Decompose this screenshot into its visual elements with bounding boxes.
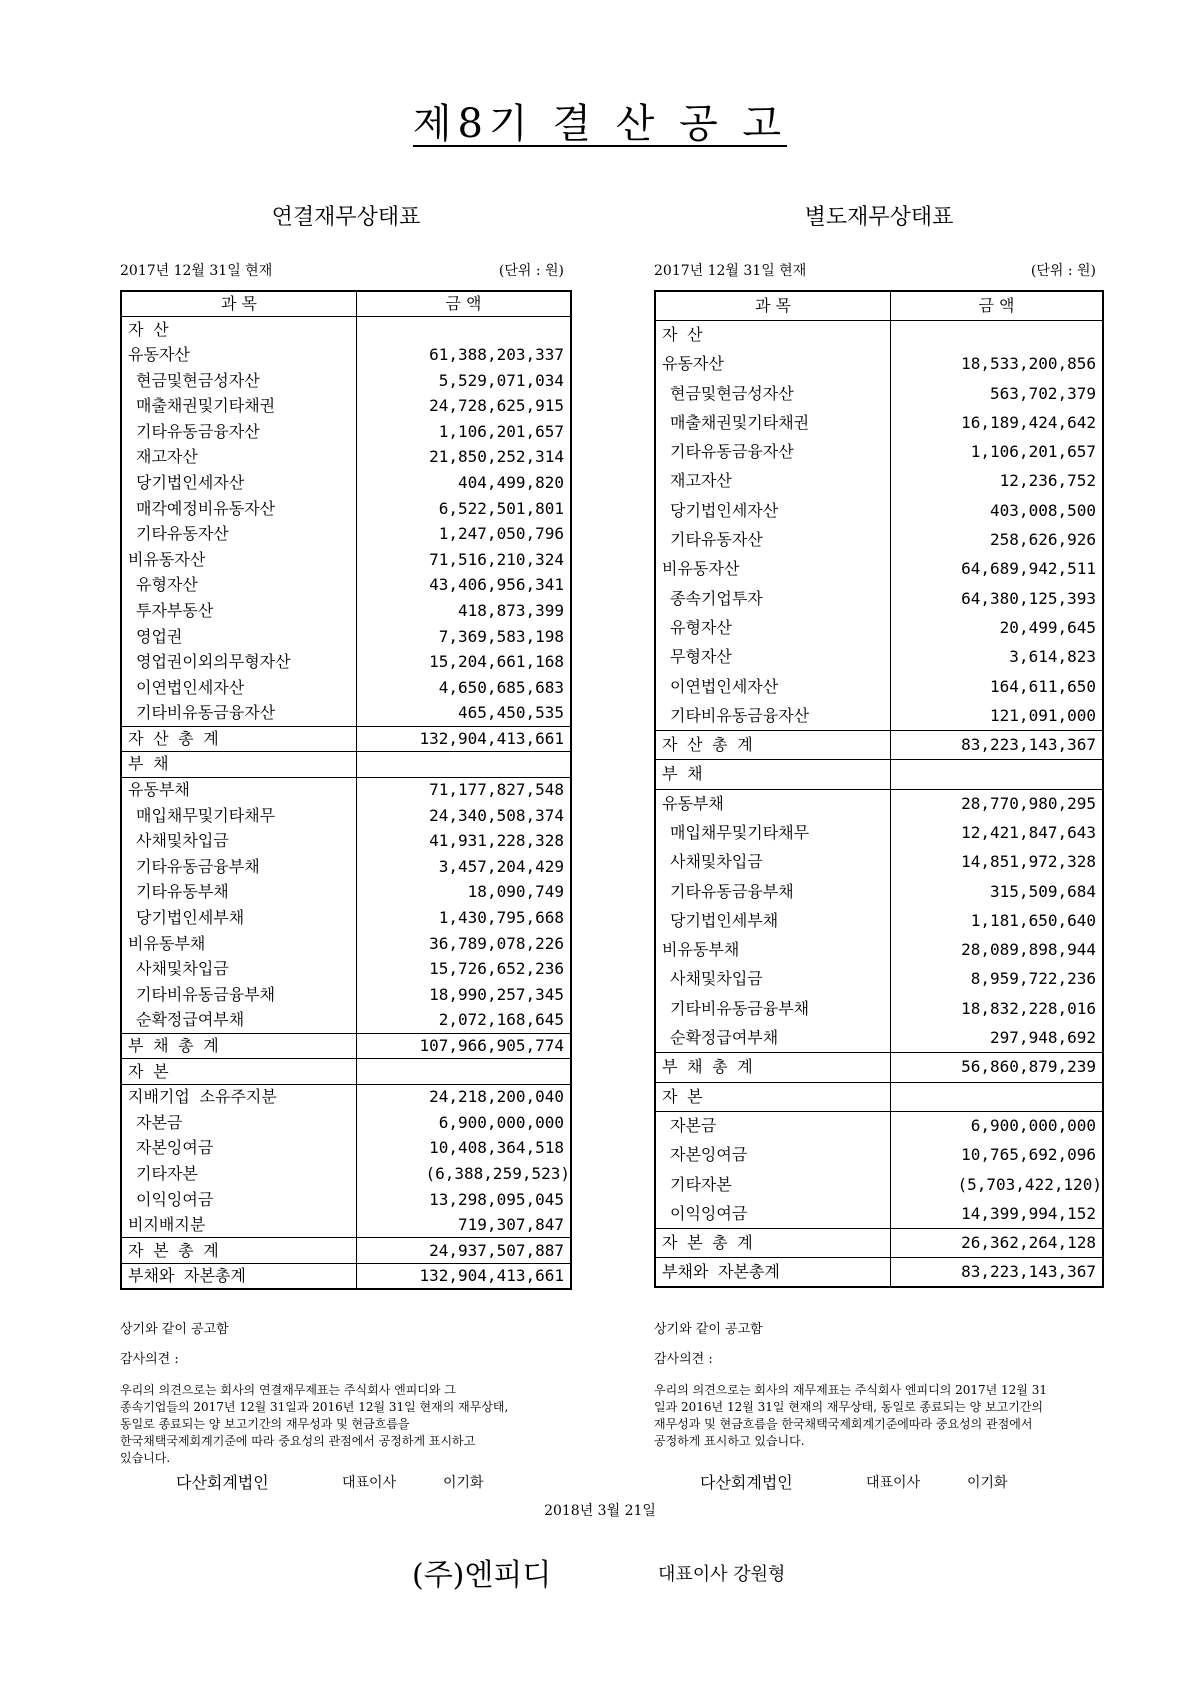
table-row — [121, 675, 571, 701]
separate-audit-label: 감사의견 : — [654, 1352, 713, 1367]
row-label: 당기법인세자산 — [121, 470, 357, 496]
row-amount — [891, 1082, 1104, 1111]
row-label: 기타자본 — [655, 1170, 891, 1199]
opinion-line: 있습니다. — [120, 1451, 171, 1465]
table-row — [655, 760, 1103, 789]
table-row — [121, 777, 571, 803]
row-label: 사채및차입금 — [655, 965, 891, 994]
table-row — [121, 393, 571, 419]
row-label: 사채및차입금 — [655, 848, 891, 877]
row-label: 순확정급여부채 — [121, 1008, 357, 1034]
row-label: 자 본 총 계 — [121, 1238, 357, 1264]
row-amount: 132,904,413,661 — [357, 1264, 572, 1290]
table-row — [121, 547, 571, 573]
row-label: 유형자산 — [121, 573, 357, 599]
table-row — [121, 342, 571, 368]
table-row — [121, 368, 571, 394]
table-row — [655, 525, 1103, 554]
row-label: 기타비유동금융자산 — [655, 701, 891, 730]
table-row — [121, 752, 571, 778]
row-label: 비유동부채 — [121, 931, 357, 957]
table-row — [121, 598, 571, 624]
row-label: 기타자본 — [121, 1161, 357, 1187]
row-amount: 64,689,942,511 — [891, 555, 1104, 584]
row-amount: 41,931,228,328 — [357, 828, 572, 854]
table-row — [121, 956, 571, 982]
row-amount: 3,614,823 — [891, 643, 1104, 672]
row-amount: 8,959,722,236 — [891, 965, 1104, 994]
row-amount — [891, 320, 1104, 349]
row-label: 기타유동금융부채 — [121, 854, 357, 880]
table-row — [121, 701, 571, 727]
row-amount: 20,499,645 — [891, 613, 1104, 642]
opinion-line: 우리의 의견으로는 회사의 연결재무제표는 주식회사 엔피디와 그 — [120, 1383, 456, 1397]
row-label: 부채와 자본총계 — [655, 1258, 891, 1287]
separate-table — [654, 290, 1104, 1288]
row-label: 이익잉여금 — [121, 1187, 357, 1213]
row-label: 자본잉여금 — [121, 1136, 357, 1162]
row-label: 부 채 — [655, 760, 891, 789]
table-row — [655, 965, 1103, 994]
table-row — [655, 1229, 1103, 1258]
table-row — [655, 672, 1103, 701]
table-row — [655, 877, 1103, 906]
row-amount: 4,650,685,683 — [357, 675, 572, 701]
company-name: (주)엔피디 — [412, 1558, 552, 1593]
row-label: 부 채 총 계 — [655, 1053, 891, 1082]
table-row — [121, 1059, 571, 1085]
row-amount: 6,522,501,801 — [357, 496, 572, 522]
row-amount: 1,430,795,668 — [357, 905, 572, 931]
col-header-item: 과 목 — [655, 291, 891, 320]
table-row — [655, 584, 1103, 613]
row-label: 매입채무및기타채무 — [121, 803, 357, 829]
table-row — [121, 854, 571, 880]
consolidated-unit: (단위 : 원) — [498, 263, 564, 279]
row-amount: 18,090,749 — [357, 880, 572, 906]
separate-heading: 별도재무상태표 — [804, 205, 954, 230]
row-amount: 18,990,257,345 — [357, 982, 572, 1008]
table-row — [121, 496, 571, 522]
row-label: 자 본 — [121, 1059, 357, 1085]
row-label: 지배기업 소유주지분 — [121, 1084, 357, 1110]
table-row — [121, 1136, 571, 1162]
page-title: 제8기 결 산 공 고 — [412, 101, 788, 147]
table-row — [121, 726, 571, 752]
row-label: 부채와 자본총계 — [121, 1264, 357, 1290]
row-label: 이연법인세자산 — [655, 672, 891, 701]
row-amount: (6,388,259,523) — [357, 1161, 572, 1187]
row-label: 기타비유동금융부채 — [655, 994, 891, 1023]
table-row — [121, 982, 571, 1008]
row-label: 유동자산 — [121, 342, 357, 368]
consolidated-date: 2017년 12월 31일 현재 — [120, 263, 273, 279]
row-amount: 5,529,071,034 — [357, 368, 572, 394]
row-amount: 24,728,625,915 — [357, 393, 572, 419]
row-label: 비지배지분 — [121, 1212, 357, 1238]
row-amount: 36,789,078,226 — [357, 931, 572, 957]
table-row — [655, 467, 1103, 496]
row-amount: 14,399,994,152 — [891, 1199, 1104, 1228]
row-amount: 13,298,095,045 — [357, 1187, 572, 1213]
table-row — [121, 1212, 571, 1238]
row-label: 자 본 총 계 — [655, 1229, 891, 1258]
table-row — [655, 613, 1103, 642]
table-row — [655, 1258, 1103, 1287]
row-amount: 18,533,200,856 — [891, 350, 1104, 379]
row-amount: 3,457,204,429 — [357, 854, 572, 880]
table-row — [655, 555, 1103, 584]
row-amount: 1,106,201,657 — [357, 419, 572, 445]
row-label: 기타유동자산 — [121, 521, 357, 547]
row-amount: 719,307,847 — [357, 1212, 572, 1238]
row-amount: (5,703,422,120) — [891, 1170, 1104, 1199]
row-amount: 56,860,879,239 — [891, 1053, 1104, 1082]
row-amount: 1,247,050,796 — [357, 521, 572, 547]
row-label: 자 산 총 계 — [121, 726, 357, 752]
table-row — [121, 573, 571, 599]
row-label: 기타유동자산 — [655, 525, 891, 554]
row-label: 무형자산 — [655, 643, 891, 672]
row-amount: 7,369,583,198 — [357, 624, 572, 650]
table-row — [655, 350, 1103, 379]
consolidated-table — [120, 290, 572, 1290]
opinion-line: 동일로 종료되는 양 보고기간의 재무성과 및 현금흐름을 — [120, 1417, 410, 1431]
row-amount: 28,770,980,295 — [891, 789, 1104, 818]
auditor-firm: 다산회계법인 — [700, 1473, 793, 1492]
row-label: 매입채무및기타채무 — [655, 818, 891, 847]
row-label: 자본금 — [121, 1110, 357, 1136]
table-row — [121, 521, 571, 547]
auditor-ceo-name: 이기화 — [443, 1475, 484, 1491]
col-header-amount: 금 액 — [357, 291, 572, 317]
row-amount — [357, 752, 572, 778]
row-label: 유동부채 — [655, 789, 891, 818]
table-row — [655, 437, 1103, 466]
row-amount: 563,702,379 — [891, 379, 1104, 408]
opinion-line: 재무성과 및 현금흐름을 한국채택국제회계기준에따라 중요성의 관점에서 — [654, 1417, 1033, 1431]
table-row — [655, 1053, 1103, 1082]
consolidated-note: 상기와 같이 공고함 — [120, 1322, 229, 1337]
table-row — [655, 789, 1103, 818]
row-label: 유동자산 — [655, 350, 891, 379]
row-amount: 1,181,650,640 — [891, 906, 1104, 935]
table-row — [121, 1008, 571, 1034]
table-row — [655, 906, 1103, 935]
row-amount: 26,362,264,128 — [891, 1229, 1104, 1258]
table-row — [121, 470, 571, 496]
row-label: 매출채권및기타채권 — [655, 408, 891, 437]
row-label: 종속기업투자 — [655, 584, 891, 613]
table-row — [121, 1110, 571, 1136]
table-row — [121, 445, 571, 471]
row-label: 부 채 총 계 — [121, 1033, 357, 1059]
row-amount: 64,380,125,393 — [891, 584, 1104, 613]
separate-note: 상기와 같이 공고함 — [654, 1322, 763, 1337]
row-label: 이연법인세자산 — [121, 675, 357, 701]
table-row — [121, 803, 571, 829]
table-row — [655, 818, 1103, 847]
table-row — [121, 649, 571, 675]
row-label: 기타유동금융부채 — [655, 877, 891, 906]
row-label: 현금및현금성자산 — [655, 379, 891, 408]
row-label: 비유동부채 — [655, 936, 891, 965]
row-label: 기타비유동금융부채 — [121, 982, 357, 1008]
row-amount: 18,832,228,016 — [891, 994, 1104, 1023]
table-row — [121, 1161, 571, 1187]
row-amount: 297,948,692 — [891, 1023, 1104, 1052]
table-row — [121, 880, 571, 906]
table-row — [655, 1082, 1103, 1111]
row-amount: 24,218,200,040 — [357, 1084, 572, 1110]
row-label: 영업권이외의무형자산 — [121, 649, 357, 675]
table-row — [655, 1199, 1103, 1228]
table-row — [655, 730, 1103, 759]
row-amount: 24,937,507,887 — [357, 1238, 572, 1264]
row-label: 투자부동산 — [121, 598, 357, 624]
row-amount: 15,204,661,168 — [357, 649, 572, 675]
row-label: 자본잉여금 — [655, 1141, 891, 1170]
row-label: 당기법인세자산 — [655, 496, 891, 525]
table-row — [121, 624, 571, 650]
table-row — [121, 931, 571, 957]
separate-opinion — [654, 1382, 1134, 1450]
table-row — [655, 408, 1103, 437]
row-label: 자 본 — [655, 1082, 891, 1111]
opinion-line: 공정하게 표시하고 있습니다. — [654, 1434, 805, 1448]
table-row — [121, 828, 571, 854]
row-label: 기타유동금융자산 — [655, 437, 891, 466]
row-label: 자 산 — [121, 317, 357, 343]
row-amount: 1,106,201,657 — [891, 437, 1104, 466]
row-amount: 61,388,203,337 — [357, 342, 572, 368]
table-row — [655, 1170, 1103, 1199]
table-row — [121, 317, 571, 343]
row-label: 사채및차입금 — [121, 956, 357, 982]
row-amount: 83,223,143,367 — [891, 1258, 1104, 1287]
row-label: 기타유동부채 — [121, 880, 357, 906]
company-ceo: 대표이사 강원형 — [658, 1564, 786, 1585]
row-amount: 21,850,252,314 — [357, 445, 572, 471]
row-amount: 71,516,210,324 — [357, 547, 572, 573]
row-label: 매출채권및기타채권 — [121, 393, 357, 419]
row-amount: 6,900,000,000 — [891, 1111, 1104, 1140]
row-amount: 10,408,364,518 — [357, 1136, 572, 1162]
row-amount: 24,340,508,374 — [357, 803, 572, 829]
auditor-ceo-label: 대표이사 — [342, 1475, 397, 1491]
table-row — [121, 1084, 571, 1110]
table-row — [121, 1264, 571, 1290]
table-row — [655, 701, 1103, 730]
row-label: 현금및현금성자산 — [121, 368, 357, 394]
row-amount: 10,765,692,096 — [891, 1141, 1104, 1170]
row-amount: 6,900,000,000 — [357, 1110, 572, 1136]
row-amount: 418,873,399 — [357, 598, 572, 624]
table-row — [655, 848, 1103, 877]
col-header-item: 과 목 — [121, 291, 357, 317]
row-amount: 16,189,424,642 — [891, 408, 1104, 437]
row-amount: 15,726,652,236 — [357, 956, 572, 982]
row-label: 비유동자산 — [121, 547, 357, 573]
row-amount: 315,509,684 — [891, 877, 1104, 906]
table-row — [655, 496, 1103, 525]
separate-unit: (단위 : 원) — [1030, 263, 1096, 279]
row-label: 부 채 — [121, 752, 357, 778]
row-label: 영업권 — [121, 624, 357, 650]
row-amount: 132,904,413,661 — [357, 726, 572, 752]
table-row — [121, 905, 571, 931]
table-row — [655, 643, 1103, 672]
row-label: 당기법인세부채 — [655, 906, 891, 935]
table-row — [121, 419, 571, 445]
announcement-date: 2018년 3월 21일 — [544, 1503, 656, 1519]
table-row — [655, 936, 1103, 965]
row-label: 재고자산 — [121, 445, 357, 471]
row-amount: 403,008,500 — [891, 496, 1104, 525]
table-row — [655, 1023, 1103, 1052]
row-amount: 28,089,898,944 — [891, 936, 1104, 965]
opinion-line: 종속기업들의 2017년 12월 31일과 2016년 12월 31일 현재의 재무상태, — [120, 1400, 509, 1414]
row-amount: 12,236,752 — [891, 467, 1104, 496]
opinion-line: 한국채택국제회계기준에 따라 중요성의 관점에서 공정하게 표시하고 — [120, 1434, 476, 1448]
row-amount: 12,421,847,643 — [891, 818, 1104, 847]
row-amount: 258,626,926 — [891, 525, 1104, 554]
row-label: 사채및차입금 — [121, 828, 357, 854]
row-label: 자본금 — [655, 1111, 891, 1140]
row-amount: 83,223,143,367 — [891, 730, 1104, 759]
auditor-firm: 다산회계법인 — [176, 1473, 269, 1492]
row-label: 유동부채 — [121, 777, 357, 803]
auditor-ceo-name: 이기화 — [967, 1475, 1008, 1491]
row-amount: 465,450,535 — [357, 701, 572, 727]
table-row — [655, 379, 1103, 408]
row-label: 당기법인세부채 — [121, 905, 357, 931]
table-row — [655, 1141, 1103, 1170]
row-label: 자 산 — [655, 320, 891, 349]
table-row — [655, 320, 1103, 349]
col-header-amount: 금 액 — [891, 291, 1104, 320]
table-row — [121, 1238, 571, 1264]
row-amount: 164,611,650 — [891, 672, 1104, 701]
row-label: 순확정급여부채 — [655, 1023, 891, 1052]
row-label: 자 산 총 계 — [655, 730, 891, 759]
opinion-line: 우리의 의견으로는 회사의 재무제표는 주식회사 엔피디의 2017년 12월 31 — [654, 1383, 1047, 1397]
row-label: 기타비유동금융자산 — [121, 701, 357, 727]
row-amount: 2,072,168,645 — [357, 1008, 572, 1034]
table-row — [655, 994, 1103, 1023]
opinion-line: 일과 2016년 12월 31일 현재의 재무상태, 동일로 종료되는 양 보고기간의 — [654, 1400, 1044, 1414]
auditor-ceo-label: 대표이사 — [866, 1475, 921, 1491]
row-amount — [891, 760, 1104, 789]
row-label: 재고자산 — [655, 467, 891, 496]
table-row — [655, 1111, 1103, 1140]
row-amount: 43,406,956,341 — [357, 573, 572, 599]
consolidated-heading: 연결재무상태표 — [271, 205, 421, 230]
row-amount: 107,966,905,774 — [357, 1033, 572, 1059]
table-row — [121, 1187, 571, 1213]
table-row — [121, 1033, 571, 1059]
row-amount: 71,177,827,548 — [357, 777, 572, 803]
row-label: 기타유동금융자산 — [121, 419, 357, 445]
consolidated-opinion — [120, 1382, 570, 1467]
row-label: 이익잉여금 — [655, 1199, 891, 1228]
row-amount — [357, 317, 572, 343]
row-label: 비유동자산 — [655, 555, 891, 584]
row-amount — [357, 1059, 572, 1085]
row-amount: 404,499,820 — [357, 470, 572, 496]
row-label: 유형자산 — [655, 613, 891, 642]
row-label: 매각예정비유동자산 — [121, 496, 357, 522]
row-amount: 121,091,000 — [891, 701, 1104, 730]
row-amount: 14,851,972,328 — [891, 848, 1104, 877]
separate-date: 2017년 12월 31일 현재 — [654, 263, 807, 279]
consolidated-audit-label: 감사의견 : — [120, 1352, 179, 1367]
